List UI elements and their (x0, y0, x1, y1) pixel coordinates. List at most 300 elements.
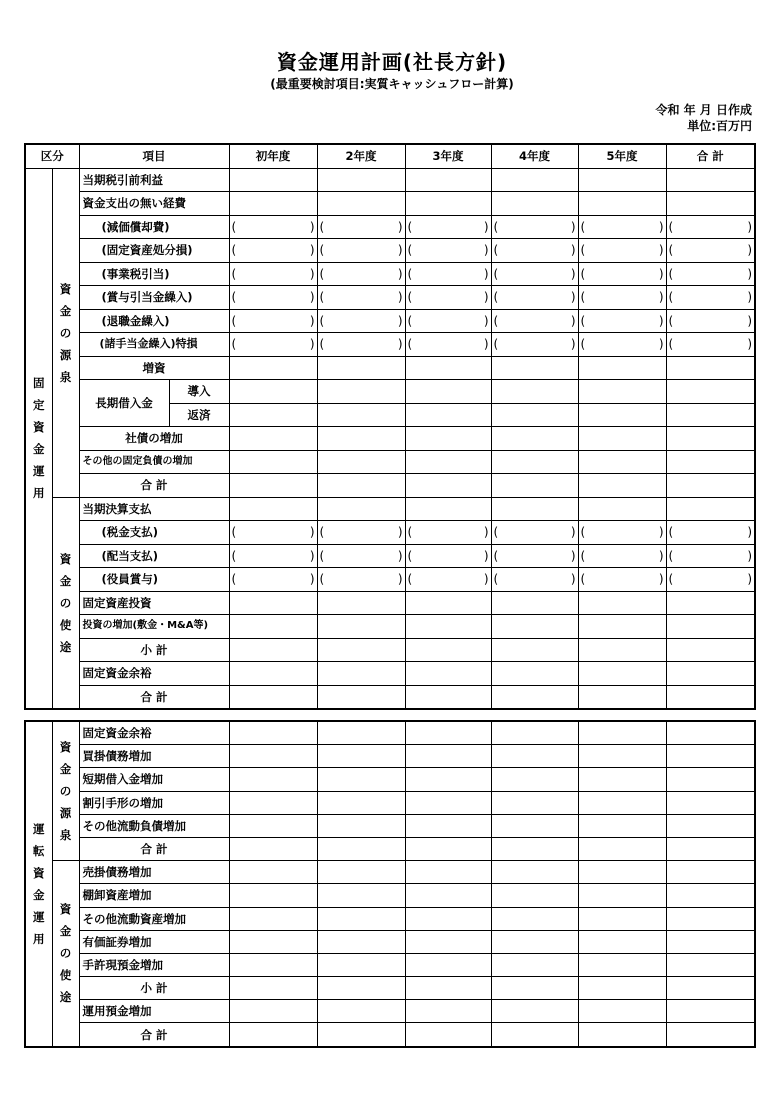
table-row (25, 192, 755, 216)
working-fund-table (24, 720, 756, 1048)
value-cell[interactable] (491, 685, 578, 709)
table-row (25, 239, 755, 263)
group-label-source (52, 721, 79, 861)
value-cell[interactable] (229, 380, 317, 404)
paren-wrap (667, 521, 755, 543)
value-cell[interactable] (317, 568, 405, 592)
close-paren: ) (397, 266, 403, 281)
value-cell[interactable] (317, 591, 405, 615)
value-cell[interactable] (229, 403, 317, 427)
paren-wrap (406, 333, 491, 355)
close-paren: ) (747, 290, 752, 305)
paren-wrap (579, 286, 666, 308)
value-cell[interactable] (491, 745, 578, 768)
value-cell[interactable] (491, 568, 578, 592)
value-cell[interactable] (578, 591, 666, 615)
value-cell[interactable] (405, 521, 491, 545)
value-cell[interactable] (405, 286, 491, 310)
value-cell[interactable] (666, 861, 755, 884)
item-label: 合 計 (79, 685, 229, 709)
value-cell[interactable] (229, 591, 317, 615)
value-cell[interactable] (578, 568, 666, 592)
value-cell[interactable] (229, 721, 317, 745)
value-cell[interactable] (317, 721, 405, 745)
value-cell[interactable] (491, 450, 578, 474)
value-cell[interactable] (405, 215, 491, 239)
value-cell[interactable] (229, 791, 317, 814)
value-cell[interactable] (578, 262, 666, 286)
value-cell[interactable] (317, 427, 405, 451)
col-header-year3: 3年度 (405, 144, 491, 168)
value-cell[interactable] (666, 837, 755, 860)
value-cell[interactable] (405, 450, 491, 474)
value-cell[interactable] (405, 814, 491, 837)
paren-wrap (318, 310, 405, 332)
value-cell[interactable] (317, 403, 405, 427)
col-header-year5: 5年度 (578, 144, 666, 168)
value-cell[interactable] (405, 403, 491, 427)
value-cell[interactable] (666, 791, 755, 814)
paren-wrap (667, 545, 755, 567)
item-label: その他の固定負債の増加 (79, 450, 229, 474)
value-cell[interactable] (405, 662, 491, 686)
value-cell[interactable] (666, 745, 755, 768)
value-cell[interactable] (491, 615, 578, 639)
value-cell[interactable] (229, 215, 317, 239)
close-paren: ) (570, 290, 576, 305)
value-cell[interactable] (405, 497, 491, 521)
value-cell[interactable] (578, 192, 666, 216)
value-cell[interactable] (578, 662, 666, 686)
value-cell[interactable] (666, 474, 755, 498)
value-cell[interactable] (317, 286, 405, 310)
value-cell[interactable] (666, 380, 755, 404)
value-cell[interactable] (578, 286, 666, 310)
value-cell[interactable] (317, 497, 405, 521)
value-cell[interactable] (491, 768, 578, 791)
close-paren: ) (483, 572, 489, 587)
open-paren: ( (493, 548, 499, 563)
value-cell[interactable] (666, 239, 755, 263)
value-cell[interactable] (317, 521, 405, 545)
value-cell[interactable] (405, 380, 491, 404)
value-cell[interactable] (317, 1000, 405, 1023)
paren-wrap (492, 545, 578, 567)
close-paren: ) (309, 219, 315, 234)
item-label: 社債の増加 (79, 427, 229, 451)
value-cell[interactable] (405, 192, 491, 216)
value-cell[interactable] (666, 427, 755, 451)
value-cell[interactable] (405, 427, 491, 451)
value-cell[interactable] (229, 861, 317, 884)
value-cell[interactable] (229, 192, 317, 216)
value-cell[interactable] (666, 814, 755, 837)
value-cell[interactable] (666, 403, 755, 427)
close-paren: ) (570, 337, 576, 352)
value-cell[interactable] (491, 262, 578, 286)
value-cell[interactable] (229, 662, 317, 686)
value-cell[interactable] (229, 1000, 317, 1023)
unit-label: 単位:百万円 (687, 119, 752, 133)
value-cell[interactable] (405, 721, 491, 745)
paren-wrap (492, 216, 578, 238)
open-paren: ( (407, 525, 413, 540)
value-cell[interactable] (229, 239, 317, 263)
value-cell[interactable] (405, 745, 491, 768)
value-cell[interactable] (578, 907, 666, 930)
value-cell[interactable] (666, 1000, 755, 1023)
value-cell[interactable] (578, 814, 666, 837)
value-cell[interactable] (229, 638, 317, 662)
value-cell[interactable] (578, 930, 666, 953)
value-cell[interactable] (491, 907, 578, 930)
value-cell[interactable] (666, 953, 755, 976)
value-cell[interactable] (405, 615, 491, 639)
value-cell[interactable] (405, 333, 491, 357)
table-row (25, 1000, 755, 1023)
open-paren: ( (580, 313, 586, 328)
value-cell[interactable] (229, 544, 317, 568)
value-cell[interactable] (229, 568, 317, 592)
open-paren: ( (231, 290, 237, 305)
table-row (25, 168, 755, 192)
value-cell[interactable] (491, 215, 578, 239)
value-cell[interactable] (229, 521, 317, 545)
value-cell[interactable] (317, 168, 405, 192)
value-cell[interactable] (578, 403, 666, 427)
value-cell[interactable] (666, 907, 755, 930)
header-row (25, 144, 755, 168)
value-cell[interactable] (317, 791, 405, 814)
value-cell[interactable] (405, 568, 491, 592)
open-paren: ( (319, 525, 325, 540)
value-cell[interactable] (578, 497, 666, 521)
value-cell[interactable] (578, 861, 666, 884)
value-cell[interactable] (578, 638, 666, 662)
value-cell[interactable] (229, 977, 317, 1000)
value-cell[interactable] (666, 977, 755, 1000)
table-row (25, 544, 755, 568)
value-cell[interactable] (491, 192, 578, 216)
created-date: 令和 年 月 日作成 (655, 103, 752, 117)
value-cell[interactable] (666, 591, 755, 615)
paren-wrap (579, 239, 666, 261)
value-cell[interactable] (317, 837, 405, 860)
value-cell[interactable] (491, 861, 578, 884)
value-cell[interactable] (666, 930, 755, 953)
value-cell[interactable] (405, 262, 491, 286)
value-cell[interactable] (317, 333, 405, 357)
value-cell[interactable] (578, 615, 666, 639)
open-paren: ( (668, 313, 674, 328)
value-cell[interactable] (317, 192, 405, 216)
value-cell[interactable] (405, 907, 491, 930)
value-cell[interactable] (229, 953, 317, 976)
open-paren: ( (407, 290, 413, 305)
value-cell[interactable] (578, 544, 666, 568)
paren-wrap (406, 286, 491, 308)
close-paren: ) (658, 525, 664, 540)
value-cell[interactable] (405, 638, 491, 662)
value-cell[interactable] (317, 1023, 405, 1047)
value-cell[interactable] (578, 837, 666, 860)
table-row (25, 497, 755, 521)
value-cell[interactable] (405, 1023, 491, 1047)
value-cell[interactable] (491, 474, 578, 498)
close-paren: ) (397, 572, 403, 587)
open-paren: ( (668, 525, 674, 540)
value-cell[interactable] (491, 427, 578, 451)
value-cell[interactable] (317, 662, 405, 686)
value-cell[interactable] (578, 380, 666, 404)
table-row (25, 309, 755, 333)
value-cell[interactable] (578, 215, 666, 239)
paren-wrap (667, 310, 755, 332)
value-cell[interactable] (491, 286, 578, 310)
value-cell[interactable] (317, 745, 405, 768)
open-paren: ( (407, 219, 413, 234)
value-cell[interactable] (491, 239, 578, 263)
value-cell[interactable] (317, 356, 405, 380)
value-cell[interactable] (578, 1023, 666, 1047)
close-paren: ) (658, 337, 664, 352)
value-cell[interactable] (229, 745, 317, 768)
close-paren: ) (747, 548, 752, 563)
value-cell[interactable] (666, 615, 755, 639)
value-cell[interactable] (666, 215, 755, 239)
value-cell[interactable] (578, 685, 666, 709)
value-cell[interactable] (317, 239, 405, 263)
value-cell[interactable] (229, 837, 317, 860)
value-cell[interactable] (229, 1023, 317, 1047)
paren-wrap (230, 568, 317, 590)
value-cell[interactable] (491, 356, 578, 380)
value-cell[interactable] (491, 791, 578, 814)
value-cell[interactable] (491, 837, 578, 860)
close-paren: ) (570, 266, 576, 281)
value-cell[interactable] (229, 168, 317, 192)
value-cell[interactable] (405, 953, 491, 976)
value-cell[interactable] (578, 239, 666, 263)
value-cell[interactable] (491, 814, 578, 837)
value-cell[interactable] (666, 768, 755, 791)
value-cell[interactable] (491, 309, 578, 333)
value-cell[interactable] (578, 474, 666, 498)
table-row (25, 685, 755, 709)
value-cell[interactable] (229, 474, 317, 498)
value-cell[interactable] (229, 907, 317, 930)
value-cell[interactable] (578, 309, 666, 333)
value-cell[interactable] (578, 427, 666, 451)
value-cell[interactable] (578, 953, 666, 976)
open-paren: ( (231, 219, 237, 234)
value-cell[interactable] (405, 791, 491, 814)
value-cell[interactable] (317, 474, 405, 498)
value-cell[interactable] (491, 497, 578, 521)
value-cell[interactable] (405, 309, 491, 333)
value-cell[interactable] (317, 544, 405, 568)
value-cell[interactable] (578, 1000, 666, 1023)
value-cell[interactable] (666, 450, 755, 474)
value-cell[interactable] (405, 356, 491, 380)
value-cell[interactable] (666, 638, 755, 662)
open-paren: ( (319, 243, 325, 258)
value-cell[interactable] (405, 884, 491, 907)
item-label: 割引手形の増加 (79, 791, 229, 814)
value-cell[interactable] (229, 356, 317, 380)
value-cell[interactable] (317, 907, 405, 930)
value-cell[interactable] (229, 309, 317, 333)
value-cell[interactable] (491, 721, 578, 745)
table-row (25, 953, 755, 976)
value-cell[interactable] (229, 768, 317, 791)
value-cell[interactable] (317, 768, 405, 791)
value-cell[interactable] (405, 239, 491, 263)
value-cell[interactable] (491, 884, 578, 907)
value-cell[interactable] (317, 930, 405, 953)
value-cell[interactable] (229, 814, 317, 837)
value-cell[interactable] (491, 1023, 578, 1047)
value-cell[interactable] (491, 977, 578, 1000)
paren-wrap (667, 263, 755, 285)
paren-wrap (406, 216, 491, 238)
value-cell[interactable] (317, 309, 405, 333)
value-cell[interactable] (229, 333, 317, 357)
value-cell[interactable] (229, 262, 317, 286)
value-cell[interactable] (405, 768, 491, 791)
value-cell[interactable] (491, 168, 578, 192)
value-cell[interactable] (317, 380, 405, 404)
value-cell[interactable] (666, 192, 755, 216)
open-paren: ( (580, 219, 586, 234)
value-cell[interactable] (491, 380, 578, 404)
value-cell[interactable] (578, 768, 666, 791)
section-label-working (25, 721, 52, 1047)
value-cell[interactable] (666, 884, 755, 907)
value-cell[interactable] (229, 930, 317, 953)
open-paren: ( (668, 548, 674, 563)
value-cell[interactable] (666, 168, 755, 192)
value-cell[interactable] (491, 544, 578, 568)
value-cell[interactable] (491, 403, 578, 427)
item-label: 合 計 (79, 474, 229, 498)
value-cell[interactable] (491, 1000, 578, 1023)
table-row (25, 721, 755, 745)
value-cell[interactable] (405, 861, 491, 884)
value-cell[interactable] (405, 591, 491, 615)
value-cell[interactable] (405, 544, 491, 568)
value-cell[interactable] (666, 662, 755, 686)
value-cell[interactable] (317, 977, 405, 1000)
value-cell[interactable] (405, 685, 491, 709)
close-paren: ) (658, 243, 664, 258)
value-cell[interactable] (578, 745, 666, 768)
value-cell[interactable] (578, 356, 666, 380)
value-cell[interactable] (317, 450, 405, 474)
value-cell[interactable] (666, 262, 755, 286)
value-cell[interactable] (229, 615, 317, 639)
item-label: 短期借入金増加 (79, 768, 229, 791)
value-cell[interactable] (491, 333, 578, 357)
value-cell[interactable] (491, 521, 578, 545)
value-cell[interactable] (317, 861, 405, 884)
value-cell[interactable] (229, 685, 317, 709)
close-paren: ) (483, 290, 489, 305)
value-cell[interactable] (317, 685, 405, 709)
value-cell[interactable] (317, 638, 405, 662)
table-row (25, 861, 755, 884)
value-cell[interactable] (317, 615, 405, 639)
value-cell[interactable] (405, 930, 491, 953)
value-cell[interactable] (578, 791, 666, 814)
close-paren: ) (397, 548, 403, 563)
value-cell[interactable] (317, 814, 405, 837)
value-cell[interactable] (317, 262, 405, 286)
value-cell[interactable] (666, 333, 755, 357)
value-cell[interactable] (229, 450, 317, 474)
value-cell[interactable] (666, 309, 755, 333)
value-cell[interactable] (405, 1000, 491, 1023)
value-cell[interactable] (578, 884, 666, 907)
close-paren: ) (658, 266, 664, 281)
value-cell[interactable] (666, 356, 755, 380)
value-cell[interactable] (405, 168, 491, 192)
table-row (25, 930, 755, 953)
section-label-working-text: 運転資金運用 (33, 821, 45, 946)
value-cell[interactable] (491, 953, 578, 976)
value-cell[interactable] (405, 474, 491, 498)
group-label-use-text: 資金の使途 (59, 902, 72, 1005)
value-cell[interactable] (491, 930, 578, 953)
value-cell[interactable] (578, 977, 666, 1000)
value-cell[interactable] (578, 168, 666, 192)
value-cell[interactable] (666, 497, 755, 521)
open-paren: ( (231, 243, 237, 258)
paren-wrap (230, 216, 317, 238)
value-cell[interactable] (491, 662, 578, 686)
value-cell[interactable] (666, 568, 755, 592)
open-paren: ( (493, 337, 499, 352)
value-cell[interactable] (666, 544, 755, 568)
value-cell[interactable] (229, 497, 317, 521)
item-label: (減価償却費) (79, 215, 229, 239)
value-cell[interactable] (229, 286, 317, 310)
value-cell[interactable] (578, 333, 666, 357)
value-cell[interactable] (578, 450, 666, 474)
paren-wrap (318, 545, 405, 567)
value-cell[interactable] (491, 591, 578, 615)
table-row (25, 745, 755, 768)
value-cell[interactable] (405, 977, 491, 1000)
value-cell[interactable] (666, 521, 755, 545)
value-cell[interactable] (317, 884, 405, 907)
value-cell[interactable] (229, 427, 317, 451)
value-cell[interactable] (405, 837, 491, 860)
value-cell[interactable] (666, 286, 755, 310)
open-paren: ( (231, 548, 237, 563)
value-cell[interactable] (229, 884, 317, 907)
value-cell[interactable] (666, 1023, 755, 1047)
value-cell[interactable] (666, 721, 755, 745)
value-cell[interactable] (578, 521, 666, 545)
value-cell[interactable] (578, 721, 666, 745)
value-cell[interactable] (317, 215, 405, 239)
table-row (25, 1023, 755, 1047)
value-cell[interactable] (317, 953, 405, 976)
value-cell[interactable] (491, 638, 578, 662)
value-cell[interactable] (666, 685, 755, 709)
open-paren: ( (493, 243, 499, 258)
